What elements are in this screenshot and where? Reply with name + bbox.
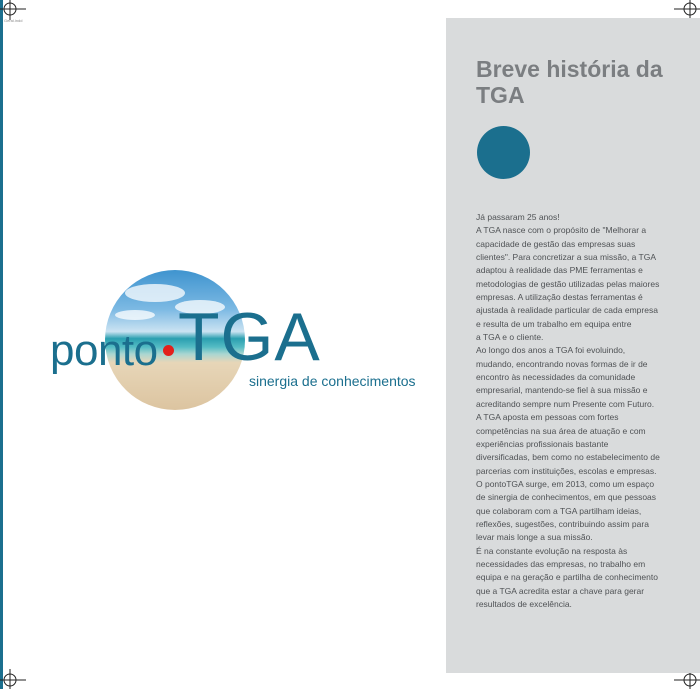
print-slug: Geral.indd xyxy=(4,18,23,23)
paragraph: O pontoTGA surge, em 2013, como um espaço de sinergia de conhecimentos, em que pessoas que colaboram com a TGA partilham ideias, reflexões, sugestões, contribuindo assim para levar mais longe a sua missão. xyxy=(476,478,657,543)
logo-word-tga: TGA xyxy=(178,299,321,375)
crop-mark-bottom-left-icon xyxy=(0,663,26,689)
history-panel xyxy=(446,18,700,673)
logo-word-ponto: ponto xyxy=(50,326,158,375)
paragraph: A TGA aposta em pessoas com fortes competências na sua área de atuação e com experiências profissionais bastante diversificadas, bem como no estabelecimento de parcerias com instituições, escolas e empresas. xyxy=(476,412,660,476)
panel-title: Breve história da TGA xyxy=(476,56,663,108)
paragraph: A TGA nasce com o propósito de "Melhorar a capacidade de gestão das empresas suas clientes". Para concretizar a sua missão, a TGA adaptou à realidade das PME ferramentas e metodologias de gestão utilizadas pelas maiores empresas. A utilização destas ferramentas é ajustada à realidade particular de cada empresa e resulta de um trabalho em equipa entre xyxy=(476,225,660,329)
panel-body-text xyxy=(476,211,662,611)
page-edge-bar xyxy=(0,0,3,689)
paragraph: É na constante evolução na resposta às necessidades das empresas, no trabalho em equipa e na geração e partilha de conhecimento que a TGA acredita estar a chave para gerar resultados de excelência. xyxy=(476,545,658,609)
pontotga-logo xyxy=(50,268,430,418)
logo-red-dot xyxy=(163,345,174,356)
panel-accent-circle xyxy=(477,126,530,179)
logo-tagline: sinergia de conhecimentos xyxy=(249,373,416,389)
paragraph: a TGA e o cliente. xyxy=(476,332,544,343)
paragraph: Ao longo dos anos a TGA foi evoluindo, mudando, encontrando novas formas de ir de encontro às necessidades da comunidade empresarial, mantendo-se fiel à sua missão e acreditando sempre num Presente com Futuro. xyxy=(476,345,655,409)
paragraph: Já passaram 25 anos! xyxy=(476,212,560,222)
